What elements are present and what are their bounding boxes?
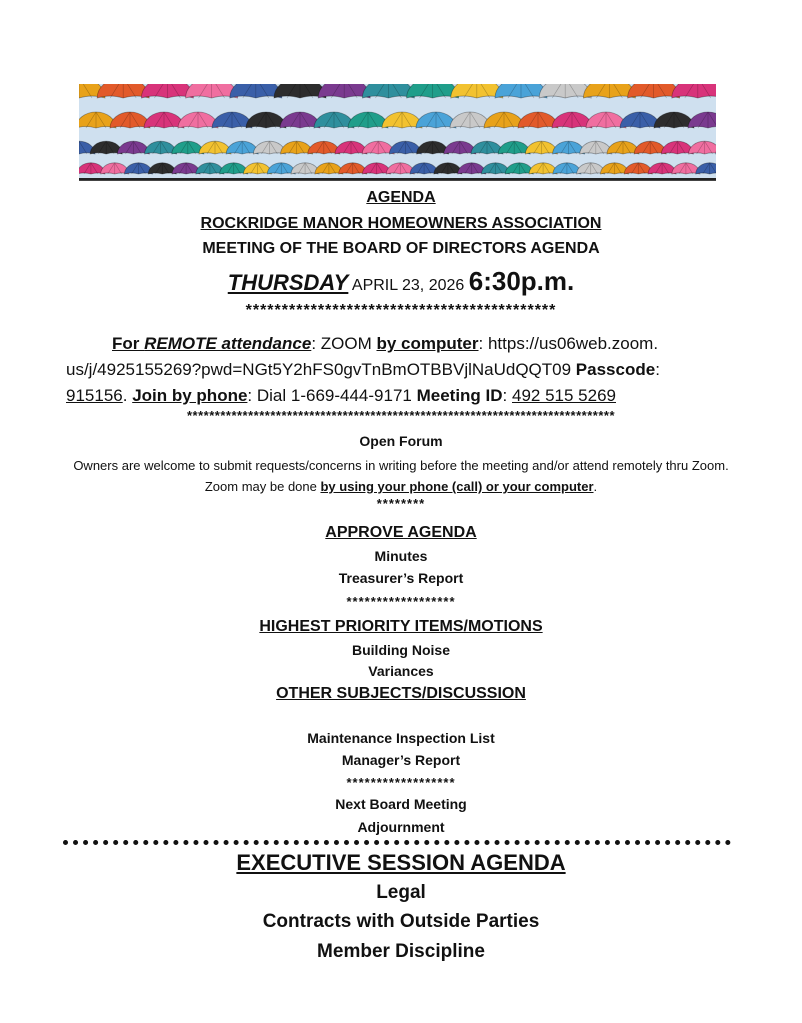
dotted-divider: [63, 840, 731, 845]
agenda-item-minutes: Minutes: [374, 548, 428, 564]
exec-item-contracts: Contracts with Outside Parties: [262, 911, 540, 932]
agenda-label: AGENDA: [366, 189, 436, 206]
agenda-item-next-board-meeting: Next Board Meeting: [335, 796, 467, 812]
agenda-item-treasurer: Treasurer’s Report: [338, 570, 464, 586]
open-forum-emphasis: by using your phone (call) or your computer: [320, 479, 594, 494]
star-separator: *******************************************: [245, 302, 557, 319]
by-computer-label: by computer: [376, 334, 479, 353]
umbrellas-banner-image: [79, 84, 716, 181]
agenda-item-building-noise: Building Noise: [352, 642, 450, 658]
meeting-date: [0, 266, 802, 297]
meeting-time: 6:30p.m.: [468, 266, 575, 296]
exec-item-member-discipline: Member Discipline: [317, 941, 485, 962]
remote-for-label: For: [112, 334, 145, 353]
open-forum-text: [60, 455, 742, 497]
other-subjects-heading: OTHER SUBJECTS/DISCUSSION: [276, 685, 526, 702]
zoom-url[interactable]: : https://us06web.zoom. us/j/4925155269?pwd=NGt5Y2hFS0gvTnBmOTBBVjlNaUdQQT09: [66, 334, 659, 379]
passcode-colon: :: [655, 360, 660, 379]
star-separator: ********: [376, 496, 426, 511]
agenda-item-manager-report: Manager’s Report: [341, 752, 461, 768]
executive-session-heading: EXECUTIVE SESSION AGENDA: [236, 850, 566, 875]
dial-text: : Dial 1-669-444-9171: [247, 386, 417, 405]
agenda-item-adjournment: Adjournment: [357, 819, 445, 835]
zoom-text: : ZOOM: [311, 334, 377, 353]
open-forum-title: Open Forum: [359, 433, 443, 449]
meeting-id-value: 492 515 5269: [512, 386, 616, 405]
remote-attendance-block: [66, 331, 716, 409]
organization-name: ROCKRIDGE MANOR HOMEOWNERS ASSOCIATION: [200, 215, 602, 232]
meeting-day: THURSDAY: [227, 270, 349, 295]
star-separator: ******************: [346, 594, 456, 609]
meeting-date-text: APRIL 23, 2026: [348, 277, 469, 294]
star-separator: *****************************************************************************: [186, 408, 616, 423]
passcode-value: 915156: [66, 386, 123, 405]
open-forum-end: .: [593, 479, 598, 494]
meeting-title: MEETING OF THE BOARD OF DIRECTORS AGENDA: [202, 240, 600, 257]
meeting-id-label: Meeting ID: [416, 386, 503, 405]
open-forum-body: Owners are welcome to submit requests/concerns in writing before the meeting and/or attend remotely thru Zoom. Zoom may be done: [73, 458, 729, 494]
star-separator: ******************: [346, 775, 456, 790]
exec-item-legal: Legal: [376, 882, 426, 903]
join-by-phone-label: Join by phone: [132, 386, 248, 405]
highest-priority-heading: HIGHEST PRIORITY ITEMS/MOTIONS: [259, 618, 543, 635]
passcode-period: .: [122, 386, 133, 405]
meeting-id-colon: :: [502, 386, 512, 405]
passcode-label: Passcode: [575, 360, 656, 379]
approve-agenda-heading: APPROVE AGENDA: [325, 524, 477, 541]
agenda-item-variances: Variances: [368, 663, 434, 679]
remote-attendance-label: REMOTE attendance: [144, 334, 312, 353]
agenda-item-maintenance: Maintenance Inspection List: [307, 730, 495, 746]
banner-underline: [79, 180, 716, 181]
